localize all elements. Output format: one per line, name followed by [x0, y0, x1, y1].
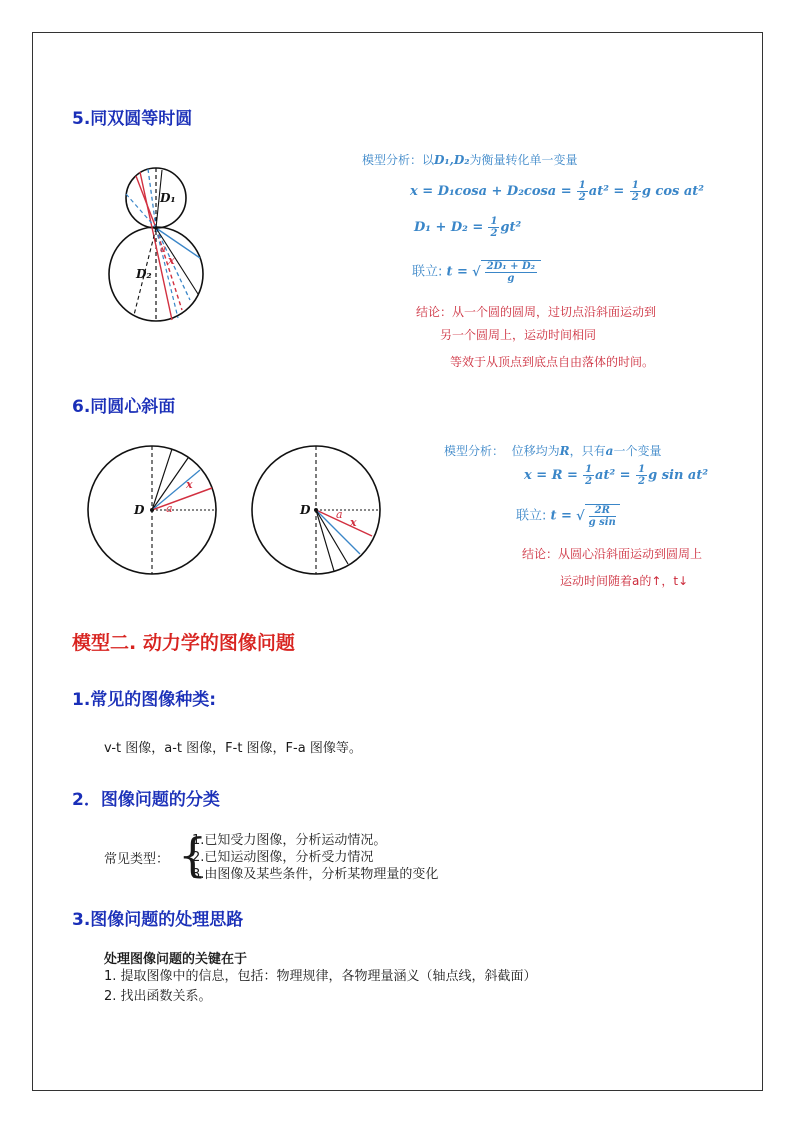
model6-combine: [516, 504, 620, 528]
sqrt-expression: √ $\frac{\text{2D₁ + D₂}}{g}$: [472, 260, 541, 284]
combine-label-6: 联立:: [516, 508, 547, 524]
eq1-mid2: g cos at²: [641, 184, 704, 199]
analysis-suffix-6: 一个变量: [613, 444, 662, 458]
section-2-label: 常见类型：: [104, 852, 170, 867]
section-1-body: v-t 图像，a-t 图像，F-t 图像，F-a 图像等。: [104, 741, 362, 756]
label-d-right: D: [300, 503, 311, 517]
concentric-slope-figure-left: [84, 440, 220, 580]
list-item: 1.已知受力图像，分析运动情况。: [192, 833, 387, 848]
model6-conclusion-1: 结论：从圆心沿斜面运动到圆周上: [522, 547, 703, 561]
eq2-lhs: D₁ + D₂ =: [414, 220, 484, 235]
analysis-prefix: 模型分析：以: [362, 153, 435, 167]
label-a-right: a: [336, 508, 343, 521]
list-item: 3.由图像及某些条件，分析某物理量的变化: [192, 867, 439, 882]
t-eq: t =: [446, 264, 468, 280]
model2-title: 模型二. 动力学的图像问题: [72, 632, 295, 654]
section-1-title: 1.常见的图像种类:: [72, 690, 217, 710]
brace-icon: {: [178, 828, 208, 882]
analysis-vars: D₁,D₂: [434, 153, 470, 167]
analysis-prefix-6: 模型分析：: [444, 444, 505, 458]
section-3-list: [104, 968, 537, 1005]
section-3-title: 3.图像问题的处理思路: [72, 910, 244, 930]
section-6-title: 6.同圆心斜面: [72, 397, 176, 417]
list-item: 2.已知运动图像，分析受力情况: [192, 850, 374, 865]
model5-conclusion-3: 等效于从顶点到底点自由落体的时间。: [450, 355, 655, 369]
analysis-var-r: R: [559, 444, 570, 458]
half-fraction-2: $\frac{1}{2}$: [631, 180, 639, 203]
model5-eq1: x = D₁cosa + D₂cosa = $\frac{1}{2}$ at² = $\frac{1}{2}$ g cos at²: [410, 180, 704, 203]
eq1-lhs: x = D₁cosa + D₂cosa =: [410, 184, 572, 199]
double-circle-figure: [100, 160, 212, 330]
half-fraction: $\frac{1}{2}$: [578, 180, 586, 203]
model5-conclusion-1: 结论：从一个圆的圆周，过切点沿斜面运动到: [416, 305, 657, 319]
eq6-mid2: g sin at²: [648, 468, 709, 483]
label-x: x: [168, 254, 175, 267]
label-x-left: x: [186, 478, 193, 491]
eq6-mid1: at²: [595, 468, 616, 483]
label-d1: D₁: [160, 191, 176, 205]
list-item: 2. 找出函数关系。: [104, 989, 212, 1004]
section-2-list: [192, 832, 438, 883]
section-2-title: 2．图像问题的分类: [72, 790, 220, 810]
model5-combine: [412, 260, 541, 284]
eq1-mid1: at²: [588, 184, 609, 199]
half-fraction-6a: $\frac{1}{2}$: [585, 464, 593, 487]
model6-conclusion-2: 运动时间随着a的↑，t↓: [560, 574, 689, 588]
label-a: a: [160, 244, 166, 255]
label-d-left: D: [134, 503, 145, 517]
label-x-right: x: [350, 516, 357, 529]
analysis-mid-6: 位移均为: [511, 444, 560, 458]
model5-eq2: [414, 216, 521, 239]
section-5-title: 5.同双圆等时圆: [72, 109, 193, 129]
concentric-slope-figure-right: [248, 440, 388, 580]
model6-analysis: [444, 442, 661, 459]
analysis-suffix: 为衡量转化单一变量: [469, 153, 578, 167]
eq2-rhs: gt²: [500, 220, 522, 235]
label-d2: D₂: [136, 267, 152, 281]
combine-label: 联立:: [412, 264, 443, 280]
model5-conclusion-2: 另一个圆周上，运动时间相同: [440, 328, 597, 342]
model6-eq: x = R = $\frac{1}{2}$ at² = $\frac{1}{2}$ g sin at²: [524, 464, 709, 487]
label-a-left: a: [166, 502, 173, 515]
t-eq-6: t =: [550, 508, 572, 524]
analysis-mid2-6: ，只有: [569, 444, 606, 458]
half-fraction-3: $\frac{1}{2}$: [490, 216, 498, 239]
section-3-lead: 处理图像问题的关键在于: [104, 952, 248, 967]
sqrt-expression-6: √ $\frac{2R}{\text{g sin}}$: [576, 504, 620, 528]
list-item: 1. 提取图像中的信息，包括：物理规律，各物理量涵义（轴点线，斜截面）: [104, 969, 537, 984]
half-fraction-6b: $\frac{1}{2}$: [638, 464, 646, 487]
analysis-var-a: a: [605, 444, 614, 458]
model5-analysis: [362, 151, 578, 168]
eq6-lhs: x = R =: [524, 468, 578, 483]
